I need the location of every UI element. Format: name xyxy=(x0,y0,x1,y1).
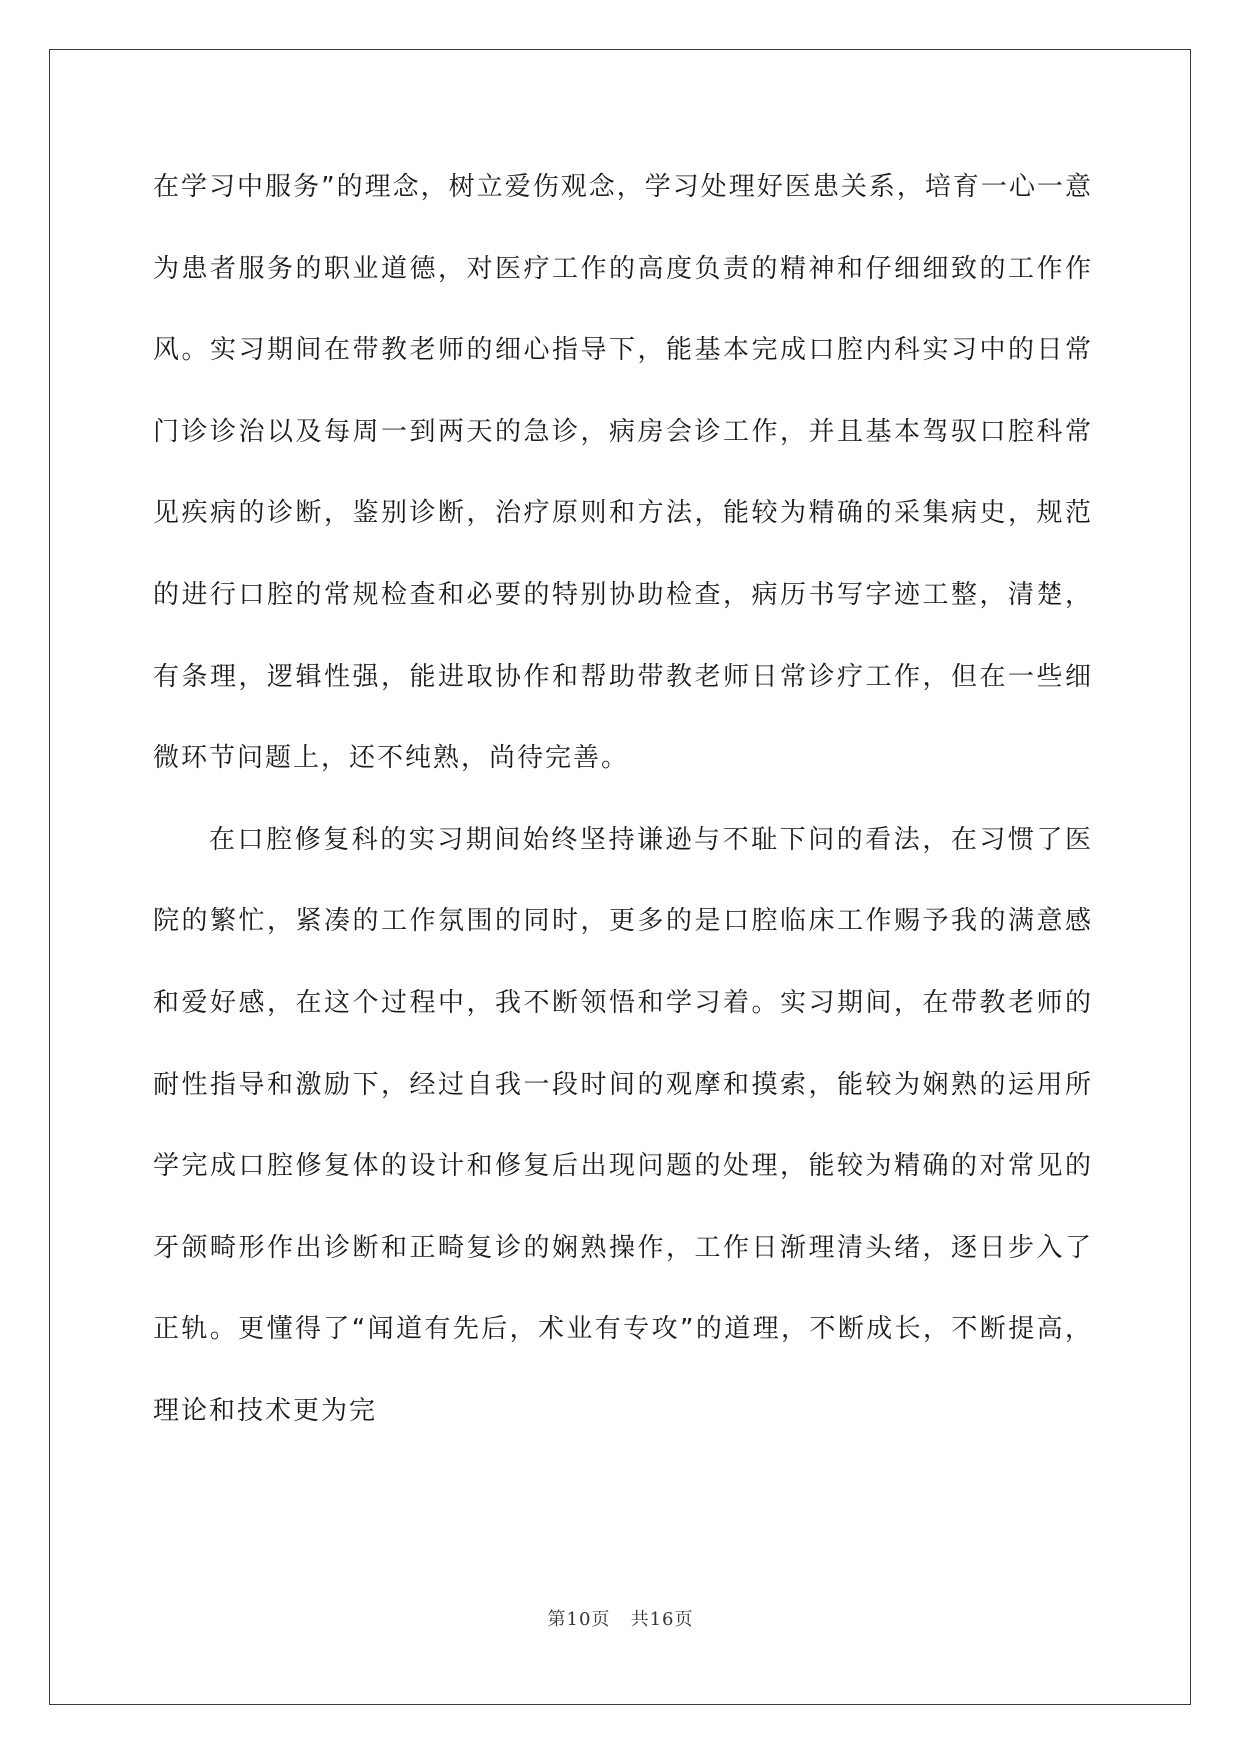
paragraph-internal-medicine: 在学习中服务”的理念，树立爱伤观念，学习处理好医患关系，培育一心一意为患者服务的职业道德，对医疗工作的高度负责的精神和仔细细致的工作作风。实习期间在带教老师的细心指导下，能基本完成口腔内科实习中的日常门诊诊治以及每周一到两天的急诊，病房会诊工作，并且基本驾驭口腔科常见疾病的诊断，鉴别诊断，治疗原则和方法，能较为精确的采集病史，规范的进行口腔的常规检查和必要的特别协助检查，病历书写字迹工整，清楚，有条理，逻辑性强，能进取协作和帮助带教老师日常诊疗工作，但在一些细微环节问题上，还不纯熟，尚待完善。 xyxy=(153,172,1093,774)
page-total: 共16页 xyxy=(630,1609,694,1630)
footer-gap xyxy=(610,1609,630,1630)
page-number: 第10页 xyxy=(547,1609,611,1630)
page-footer xyxy=(0,1605,1241,1631)
paragraph-prosthodontics: 在口腔修复科的实习期间始终坚持谦逊与不耻下问的看法，在习惯了医院的繁忙，紧凑的工作氛围的同时，更多的是口腔临床工作赐予我的满意感和爱好感，在这个过程中，我不断领悟和学习着。实习期间，在带教老师的耐性指导和激励下，经过自我一段时间的观摩和摸索，能较为娴熟的运用所学完成口腔修复体的设计和修复后出现问题的处理，能较为精确的对常见的牙颌畸形作出诊断和正畸复诊的娴熟操作，工作日渐理清头绪，逐日步入了正轨。更懂得了“闻道有先后，术业有专攻”的道理，不断成长，不断提高，理论和技术更为完 xyxy=(153,824,1093,1426)
document-body xyxy=(153,147,1093,1453)
